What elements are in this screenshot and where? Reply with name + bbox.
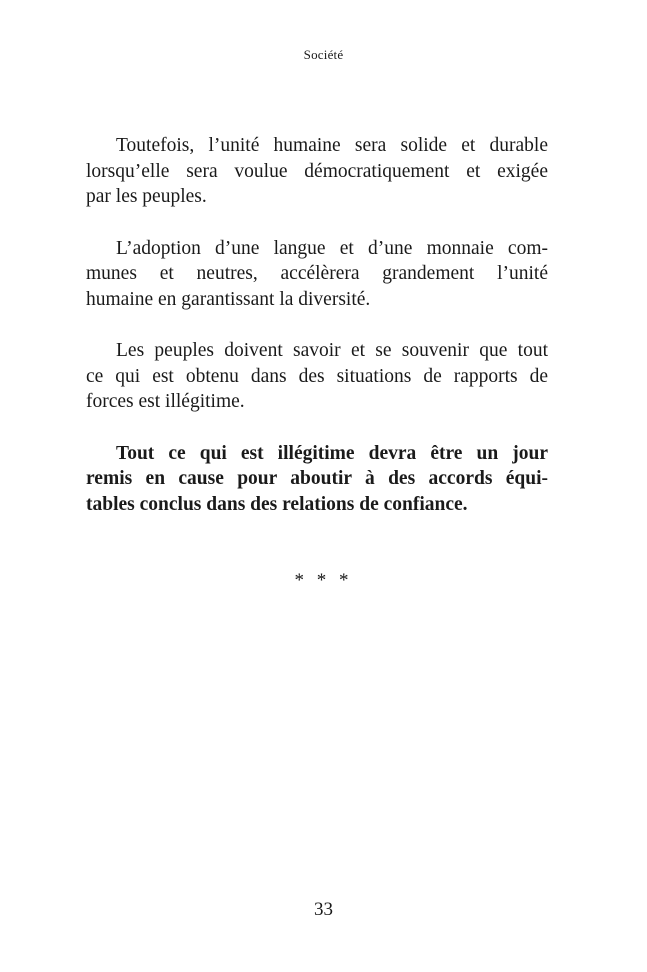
- text-line: munes et neutres, accélèrera grandement l’unité: [86, 263, 548, 284]
- text-line: ce qui est obtenu dans des situations de rapports de: [86, 365, 548, 387]
- text-line: tables conclus dans des relations de confiance.: [86, 493, 468, 515]
- text-line: forces est illégitime.: [86, 391, 245, 412]
- text-line: lorsqu’elle sera voulue démocratiquement et exigée: [86, 160, 548, 182]
- paragraph-4-bold: [86, 441, 548, 518]
- text-line: par les peuples.: [86, 186, 207, 207]
- text-line: L’adoption d’une langue et d’une monnaie com-: [116, 237, 548, 259]
- page-number: 33: [314, 899, 333, 920]
- paragraph-2: [86, 236, 548, 313]
- text-line: Tout ce qui est illégitime devra être un jour: [116, 442, 548, 464]
- paragraph-1: [86, 133, 548, 210]
- text-line: remis en cause pour aboutir à des accords équi-: [86, 468, 548, 489]
- running-header: Société: [303, 47, 344, 62]
- text-line: Les peuples doivent savoir et se souvenir que tout: [116, 340, 548, 361]
- body-text: [86, 133, 548, 543]
- text-line: humaine en garantissant la diversité.: [86, 288, 371, 310]
- paragraph-3: [86, 338, 548, 415]
- section-separator: * * *: [294, 570, 353, 591]
- text-line: Toutefois, l’unité humaine sera solide et durable: [116, 135, 548, 156]
